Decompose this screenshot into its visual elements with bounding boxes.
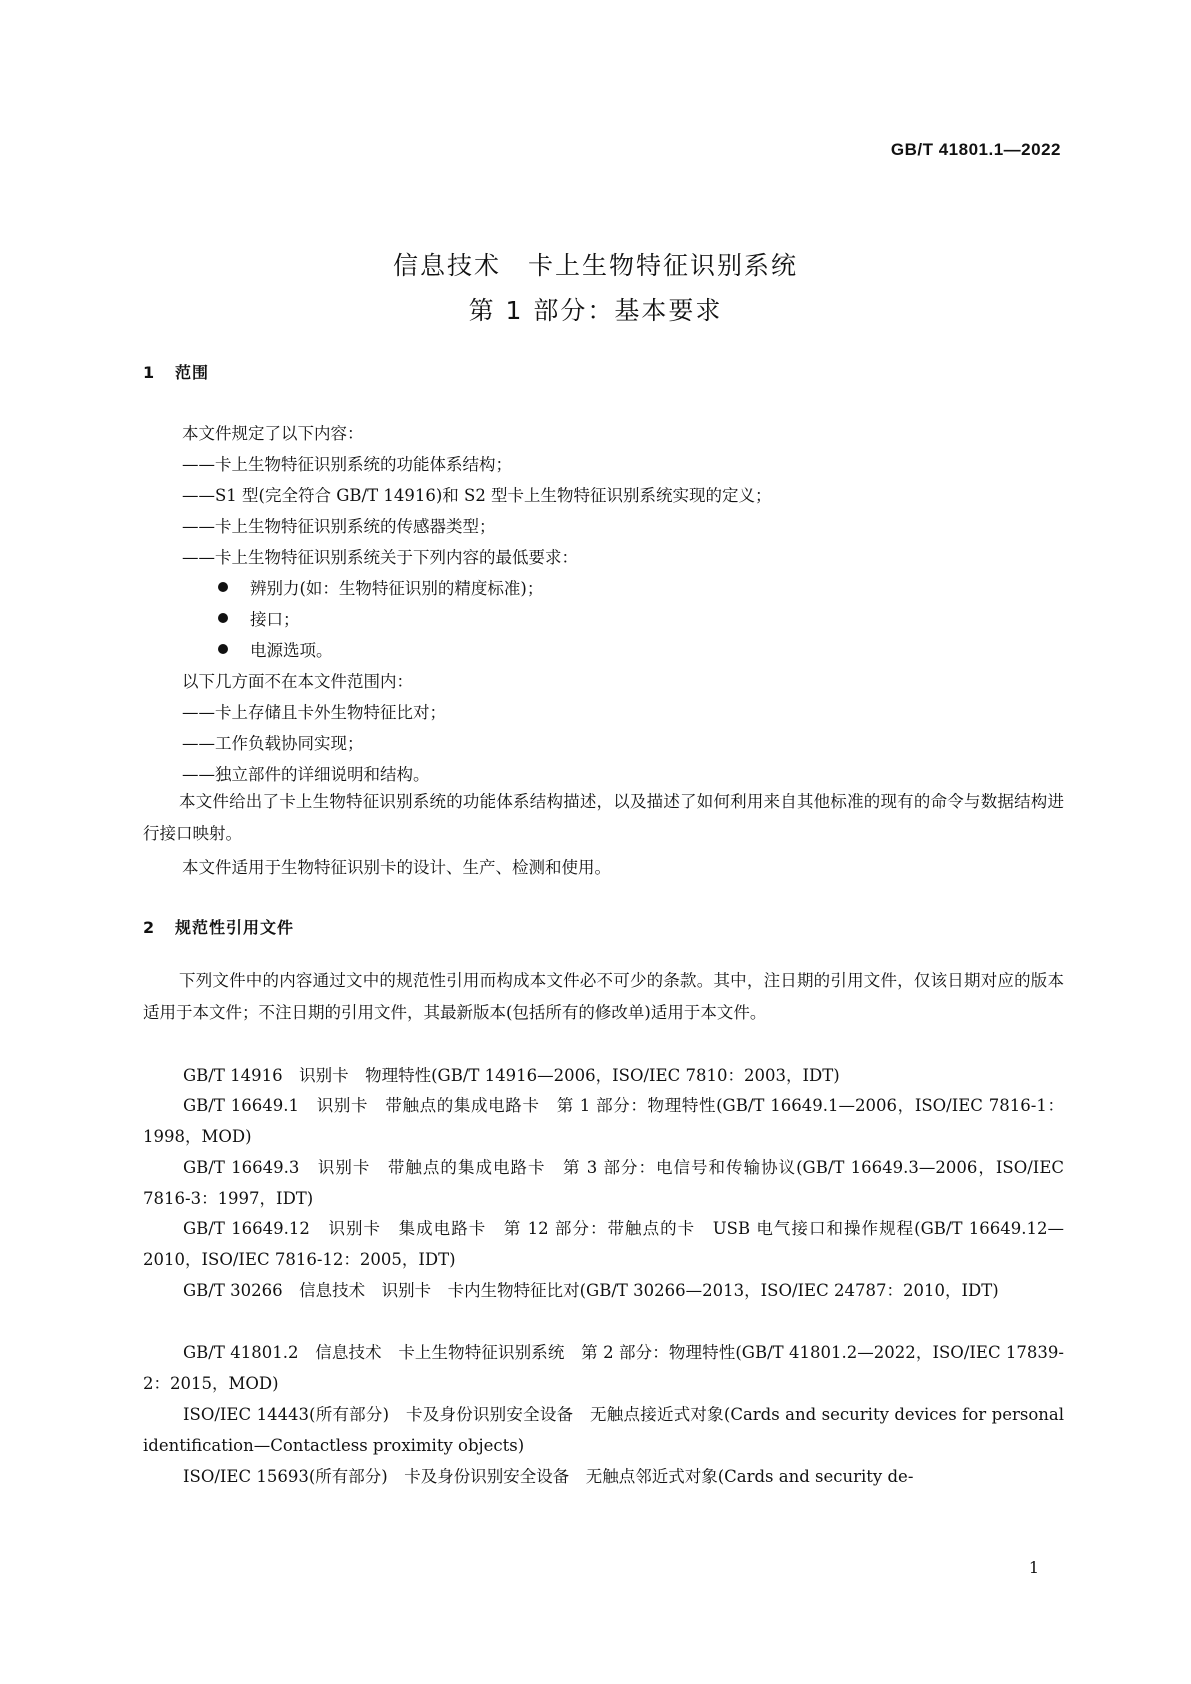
reference-entry: GB/T 30266 信息技术 识别卡 卡内生物特征比对(GB/T 30266—2013，ISO/IEC 24787：2010，IDT) (183, 1281, 999, 1300)
scope-item: ——卡上生物特征识别系统的传感器类型； (182, 517, 496, 536)
bullet-item: 辨别力(如：生物特征识别的精度标准)； (218, 575, 543, 599)
section-2-heading (143, 915, 294, 938)
section-number: 2 (143, 918, 156, 937)
section-number: 1 (143, 363, 156, 382)
excluded-intro: 以下几方面不在本文件范围内： (182, 672, 413, 691)
section-title: 范围 (175, 363, 210, 382)
section-1-heading (143, 360, 209, 383)
scope-intro: 本文件规定了以下内容： (182, 424, 364, 443)
document-title-line-2: 第 1 部分：基本要求 (468, 296, 723, 325)
scope-item: ——S1 型(完全符合 GB/T 14916)和 S2 型卡上生物特征识别系统实现的定义； (182, 486, 772, 505)
bullet-dot-icon (218, 613, 228, 623)
applicability-paragraph: 本文件适用于生物特征识别卡的设计、生产、检测和使用。 (182, 858, 611, 877)
reference-entry: GB/T 16649.3 识别卡 带触点的集成电路卡 第 3 部分：电信号和传输协议(GB/T 16649.3—2006，ISO/IEC 7816-3：1997，IDT) (143, 1158, 1064, 1208)
excluded-item: ——卡上存储且卡外生物特征比对； (182, 703, 446, 722)
description-paragraph: 本文件给出了卡上生物特征识别系统的功能体系结构描述，以及描述了如何利用来自其他标准的现有的命令与数据结构进行接口映射。 (143, 792, 1064, 843)
reference-entry: GB/T 14916 识别卡 物理特性(GB/T 14916—2006，ISO/IEC 7810：2003，IDT) (183, 1066, 840, 1085)
reference-entry: ISO/IEC 15693(所有部分) 卡及身份识别安全设备 无触点邻近式对象(Cards and security de- (183, 1467, 914, 1486)
excluded-item: ——工作负载协同实现； (182, 734, 364, 753)
reference-entry: GB/T 16649.12 识别卡 集成电路卡 第 12 部分：带触点的卡 USB 电气接口和操作规程(GB/T 16649.12—2010，ISO/IEC 7816-12：2005，IDT) (143, 1219, 1064, 1269)
bullet-item: 接口； (218, 606, 300, 630)
bullet-item: 电源选项。 (218, 637, 333, 661)
bullet-dot-icon (218, 644, 228, 654)
reference-entry: GB/T 16649.1 识别卡 带触点的集成电路卡 第 1 部分：物理特性(GB/T 16649.1—2006，ISO/IEC 7816-1：1998，MOD) (143, 1096, 1064, 1146)
reference-entry: ISO/IEC 14443(所有部分) 卡及身份识别安全设备 无触点接近式对象(Cards and security devices for personal identification—Contactless proximity objects) (143, 1405, 1064, 1455)
document-title-line-1: 信息技术 卡上生物特征识别系统 (392, 251, 798, 280)
page-number: 1 (1028, 1558, 1039, 1577)
bullet-dot-icon (218, 582, 228, 592)
references-intro-paragraph: 下列文件中的内容通过文中的规范性引用而构成本文件必不可少的条款。其中，注日期的引用文件，仅该日期对应的版本适用于本文件；不注日期的引用文件，其最新版本(包括所有的修改单)适用于本文件。 (143, 971, 1064, 1022)
reference-entry: GB/T 41801.2 信息技术 卡上生物特征识别系统 第 2 部分：物理特性(GB/T 41801.2—2022，ISO/IEC 17839-2：2015，MOD) (143, 1343, 1064, 1393)
section-title: 规范性引用文件 (175, 918, 295, 937)
standard-number: GB/T 41801.1—2022 (890, 140, 1061, 159)
excluded-item: ——独立部件的详细说明和结构。 (182, 765, 430, 784)
scope-item: ——卡上生物特征识别系统关于下列内容的最低要求： (182, 548, 578, 567)
scope-item: ——卡上生物特征识别系统的功能体系结构； (182, 455, 512, 474)
